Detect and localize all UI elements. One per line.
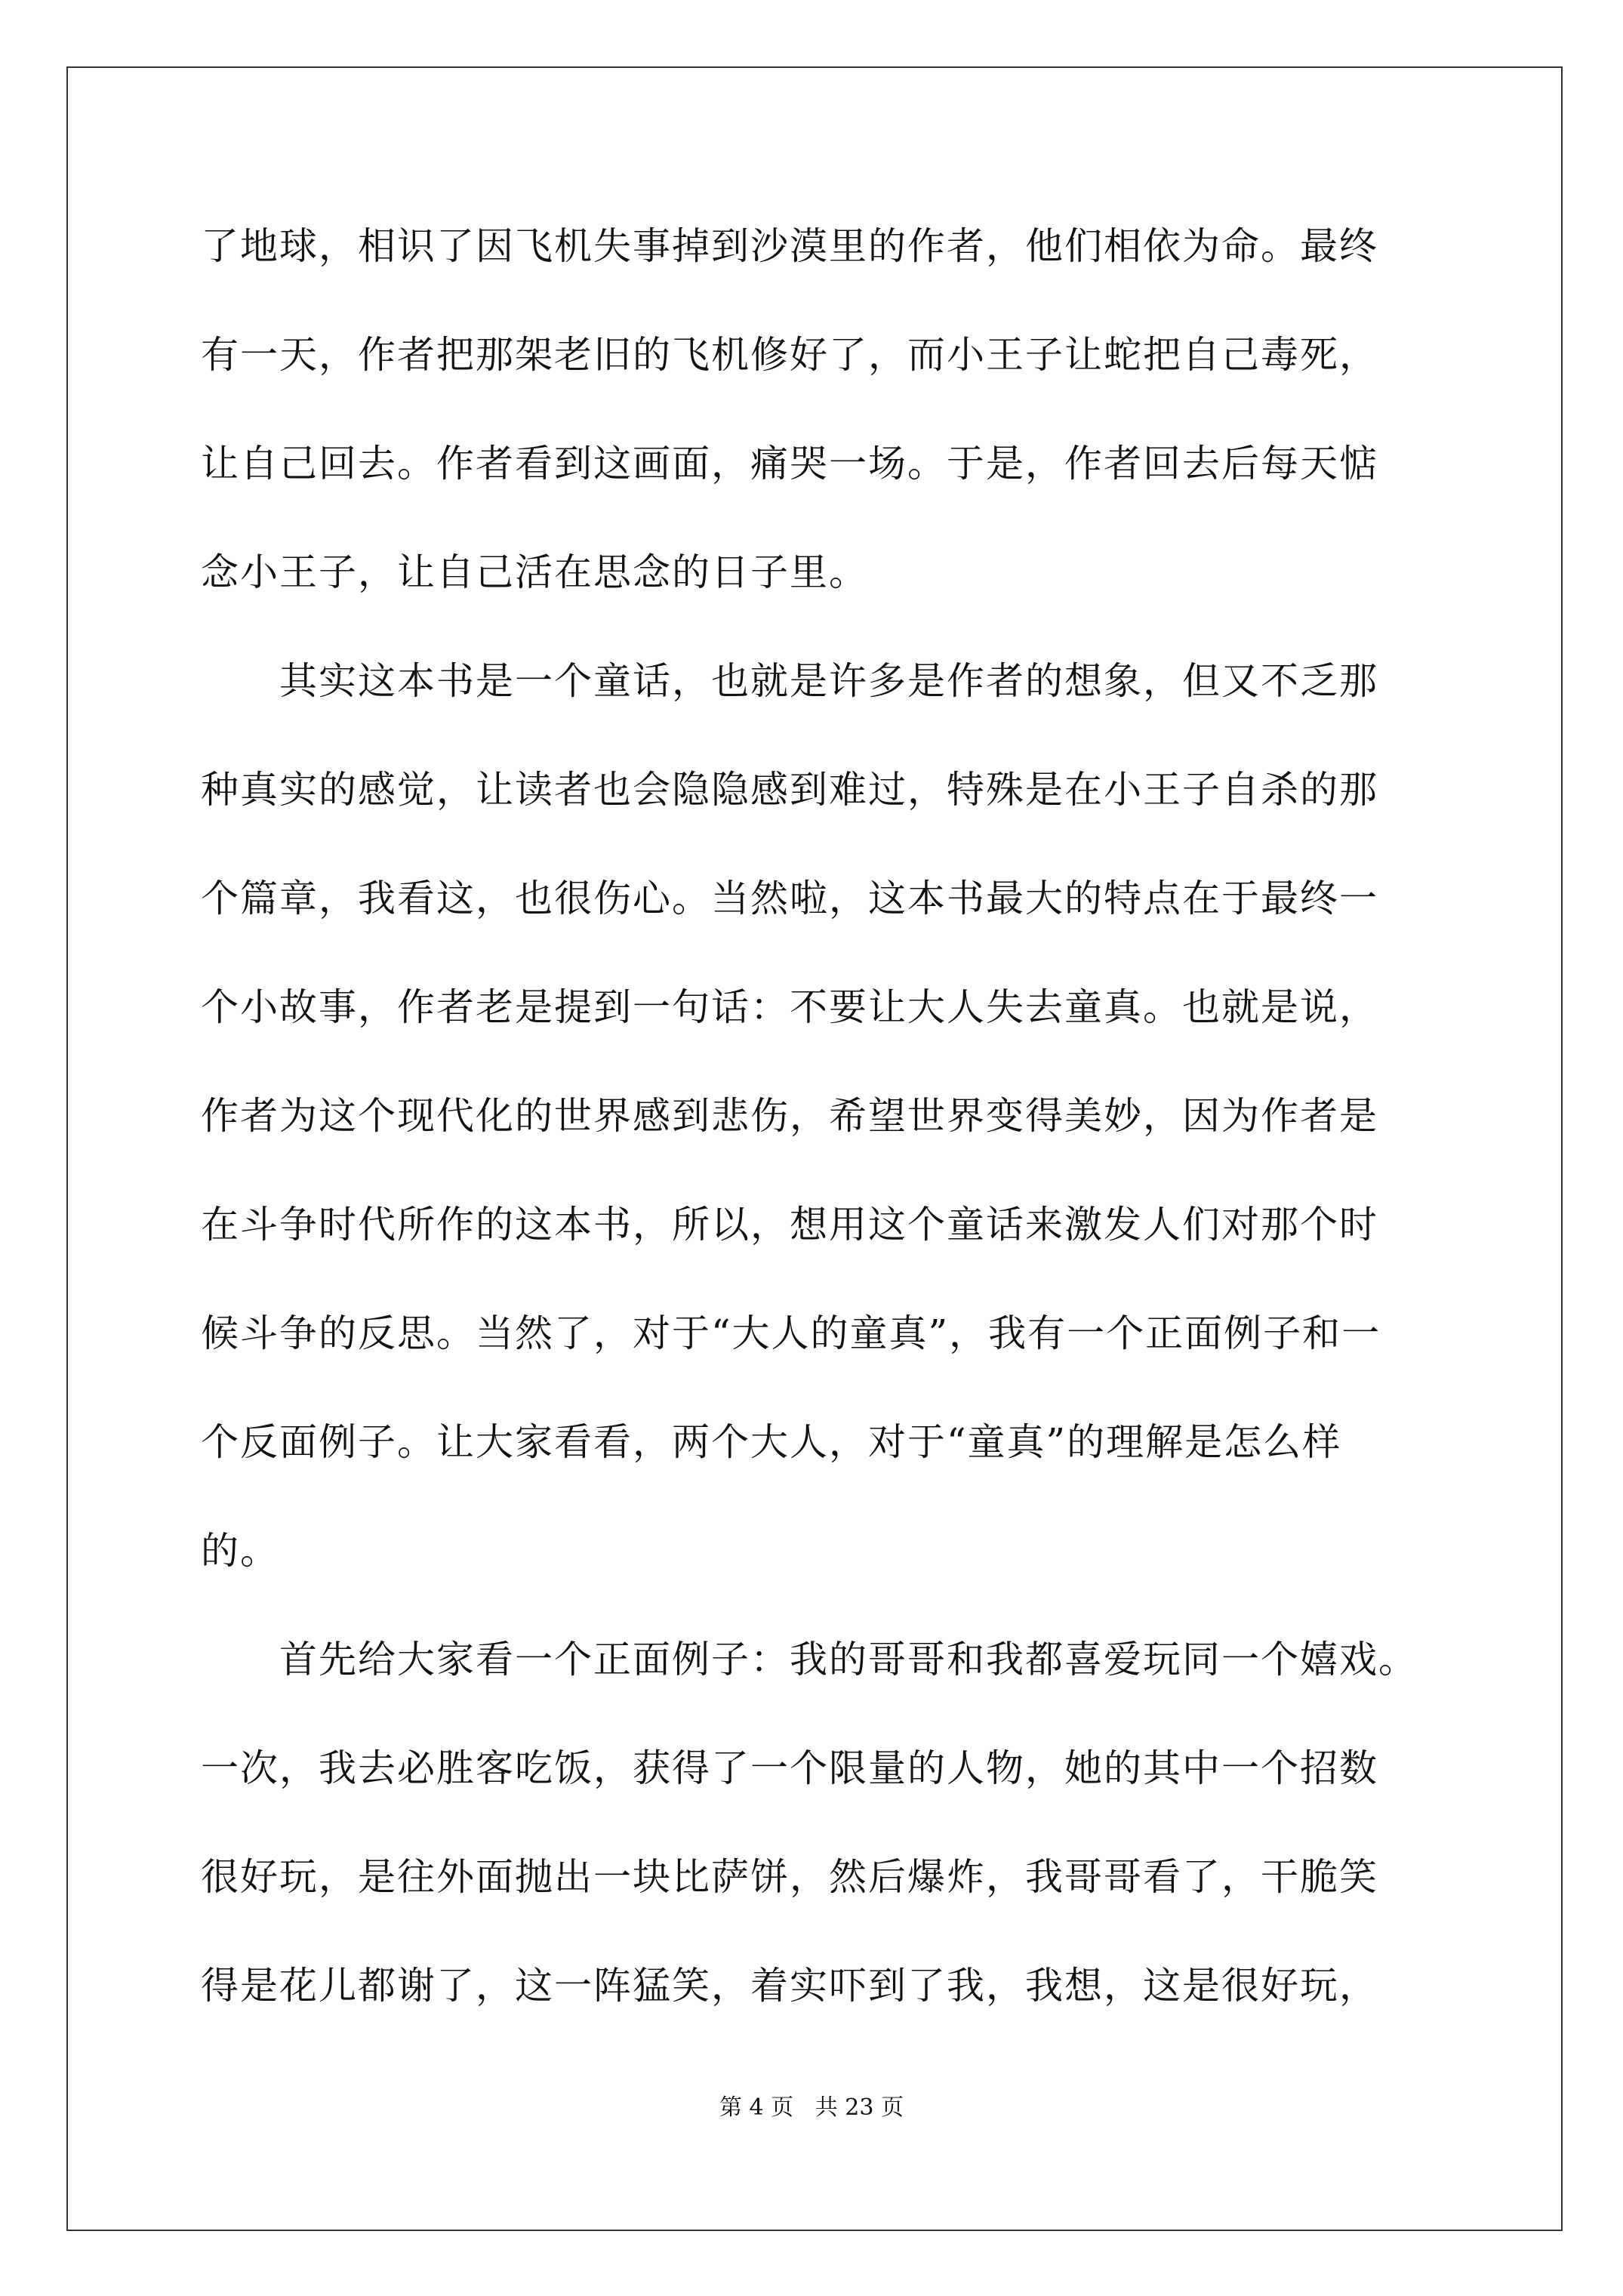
text-line: 个篇章，我看这，也很伤心。当然啦，这本书最大的特点在于最终一	[201, 877, 1378, 920]
text-line: 个反面例子。让大家看看，两个大人，对于“童真”的理解是怎么样	[201, 1420, 1342, 1464]
text-line: 候斗争的反思。当然了，对于“大人的童真”，我有一个正面例子和一	[201, 1311, 1381, 1355]
paragraph-first-line: 其实这本书是一个童话，也就是许多是作者的想象，但又不乏那	[279, 659, 1378, 703]
paragraph-first-line: 首先给大家看一个正面例子：我的哥哥和我都喜爱玩同一个嬉戏。	[279, 1638, 1418, 1681]
text-line: 得是花儿都谢了，这一阵猛笑，着实吓到了我，我想，这是很好玩，	[201, 1964, 1378, 2008]
text-line: 了地球，相识了因飞机失事掉到沙漠里的作者，他们相依为命。最终	[201, 224, 1378, 268]
page-number-footer: 第 4 页 共 23 页	[719, 2094, 904, 2121]
text-line: 作者为这个现代化的世界感到悲伤，希望世界变得美妙，因为作者是	[201, 1094, 1378, 1138]
text-line: 很好玩，是往外面抛出一块比萨饼，然后爆炸，我哥哥看了，干脆笑	[201, 1855, 1378, 1899]
text-line: 种真实的感觉，让读者也会隐隐感到难过，特殊是在小王子自杀的那	[201, 768, 1378, 812]
text-line: 有一天，作者把那架老旧的飞机修好了，而小王子让蛇把自己毒死，	[201, 333, 1378, 377]
text-line: 念小王子，让自己活在思念的日子里。	[201, 550, 868, 594]
text-line: 一次，我去必胜客吃饭，获得了一个限量的人物，她的其中一个招数	[201, 1746, 1378, 1790]
text-line: 的。	[201, 1529, 279, 1573]
text-line: 个小故事，作者老是提到一句话：不要让大人失去童真。也就是说，	[201, 985, 1378, 1029]
text-line: 让自己回去。作者看到这画面，痛哭一场。于是，作者回去后每天惦	[201, 442, 1378, 485]
page-frame	[66, 66, 1563, 2231]
text-line: 在斗争时代所作的这本书，所以，想用这个童话来激发人们对那个时	[201, 1203, 1378, 1247]
